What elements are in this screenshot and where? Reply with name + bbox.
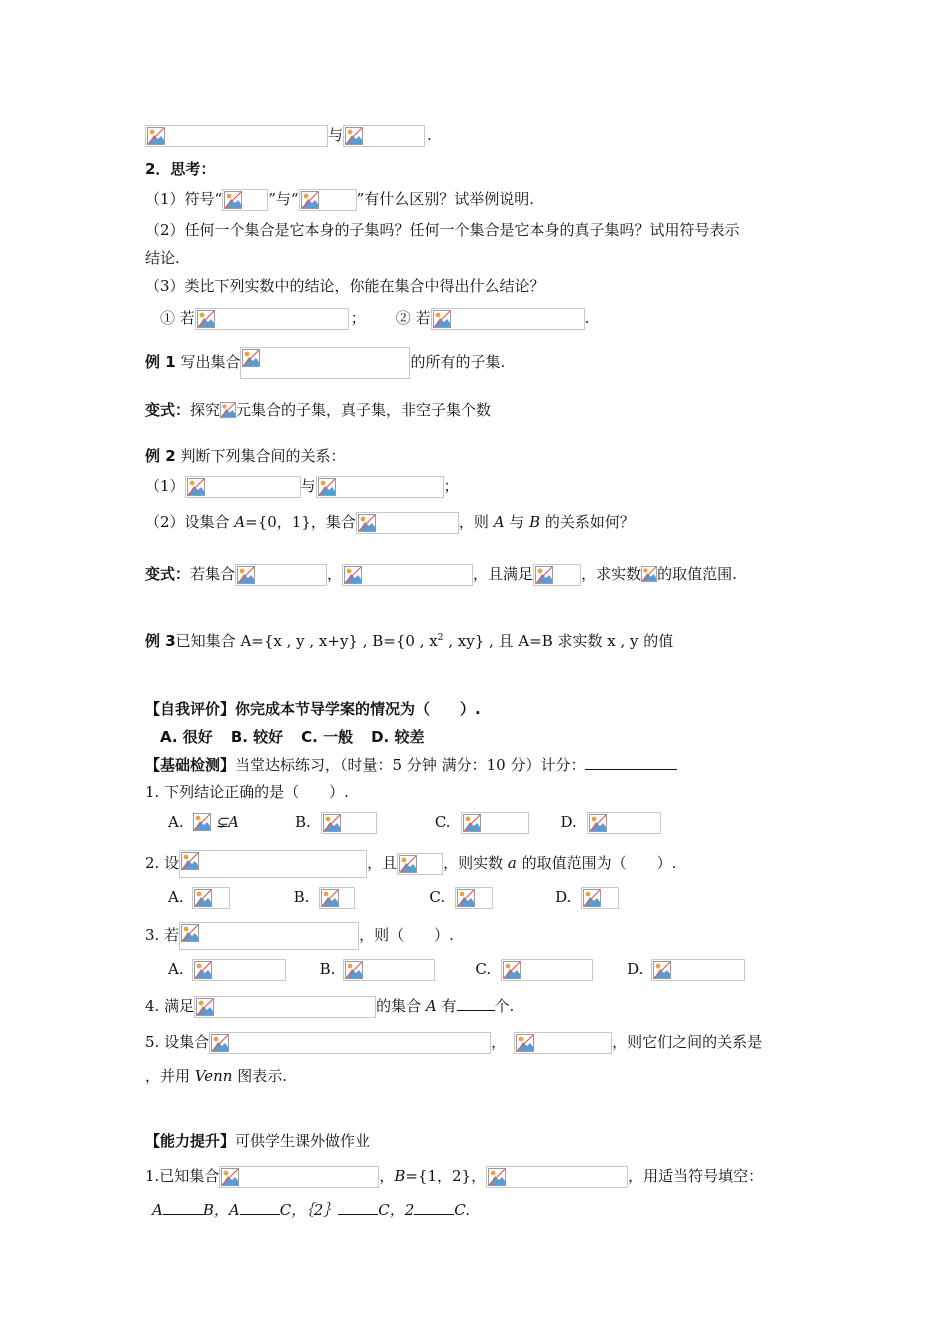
broken-image-icon [358, 514, 376, 532]
question-2: （2）任何一个集合是它本身的子集吗？任何一个集合是它本身的真子集吗？试用符号表示 [145, 221, 740, 239]
broken-image-icon [463, 814, 481, 832]
broken-image-icon [237, 566, 255, 584]
broken-image-icon [194, 889, 212, 907]
formula-image [343, 959, 435, 981]
var: A [152, 1201, 163, 1219]
symbol-image [222, 189, 268, 211]
formula-image [514, 1032, 612, 1054]
text: 5. 设集合 [145, 1033, 210, 1051]
broken-image-icon [457, 889, 475, 907]
text-and: 与 [328, 126, 344, 144]
formula-image [587, 812, 661, 834]
broken-image-icon [221, 1168, 239, 1186]
question-3-items [160, 308, 589, 328]
answer-blank[interactable] [457, 996, 495, 1011]
section-label: 【基础检测】 [145, 756, 236, 774]
option-label: C. [429, 888, 446, 906]
text: ， [327, 565, 343, 583]
text: B， [202, 1201, 229, 1219]
option-label: B. [295, 813, 311, 831]
text: ， [491, 1033, 507, 1051]
var: a [507, 854, 517, 872]
text: ； [443, 477, 459, 495]
text: . [584, 309, 590, 327]
self-evaluation-options [160, 727, 424, 747]
symbol-image [220, 402, 236, 420]
text: ① 若 [160, 309, 195, 327]
formula-image [145, 125, 328, 147]
answer-blank[interactable] [240, 1200, 280, 1215]
example-2-part-1 [145, 476, 459, 496]
text: 的集合 [376, 997, 426, 1015]
formula-image [192, 887, 230, 909]
test-q5 [145, 1032, 762, 1052]
formula-image [581, 887, 619, 909]
formula-image [179, 922, 359, 950]
variant-1 [145, 400, 491, 420]
formula-image [319, 887, 355, 909]
broken-image-icon [323, 814, 341, 832]
broken-image-icon [196, 998, 214, 1016]
broken-image-icon [193, 813, 211, 831]
broken-image-icon [583, 889, 601, 907]
broken-image-icon [224, 191, 242, 209]
option-label: A. [168, 960, 184, 978]
var: B [529, 513, 541, 531]
ability-q1 [145, 1166, 763, 1186]
test-q1-options [168, 812, 661, 832]
example-2 [145, 446, 345, 466]
variant-label: 变式： [145, 401, 191, 419]
formula-image [240, 347, 410, 379]
formula-image [316, 476, 444, 498]
text: 已知集合 A={x , y , x+y} , B={0 , x [175, 632, 438, 650]
option: C. 一般 [301, 728, 354, 746]
broken-image-icon [181, 852, 199, 870]
variant-label: 变式： [145, 565, 191, 583]
test-q3 [145, 922, 454, 942]
text: 当堂达标练习，（时量：5 分钟 满分：10 分）计分： [235, 756, 586, 774]
var: A [425, 997, 437, 1015]
text: 有 [436, 997, 457, 1015]
test-q4 [145, 996, 514, 1016]
question-3: （3）类比下列实数中的结论，你能在集合中得出什么结论？ [145, 277, 545, 295]
broken-image-icon [589, 814, 607, 832]
text: C，｛2｝ [279, 1201, 339, 1219]
text: （1）符号“ [145, 190, 223, 208]
formula-image [486, 1166, 628, 1188]
broken-image-icon [242, 349, 260, 367]
text-period: . [427, 126, 432, 144]
broken-image-icon [433, 310, 451, 328]
broken-image-icon [147, 127, 165, 145]
text: （2）设集合 [145, 513, 235, 531]
text: 的取值范围. [657, 565, 737, 583]
broken-image-icon [220, 402, 236, 418]
text: ，则（ ）. [359, 926, 454, 944]
formula-image [356, 512, 459, 534]
formula-image [192, 812, 216, 834]
var: A [493, 513, 505, 531]
test-q1: 1. 下列结论正确的是（ ）. [145, 783, 349, 801]
var: B [394, 1167, 406, 1185]
option: A. 很好 [160, 728, 213, 746]
option-label: A. [168, 813, 184, 831]
formula-image [651, 959, 745, 981]
text: ，且满足 [473, 565, 534, 583]
score-blank[interactable] [585, 755, 677, 770]
formula-image [192, 959, 286, 981]
basic-test-header [145, 755, 677, 775]
option-label: A. [168, 888, 184, 906]
text: ”与“ [268, 190, 299, 208]
broken-image-icon [318, 478, 336, 496]
text: 判断下列集合间的关系： [175, 447, 346, 465]
self-evaluation: 【自我评价】你完成本节导学案的情况为（ ）. [145, 700, 481, 718]
text: ，并用 [145, 1067, 195, 1085]
formula-image [431, 308, 585, 330]
text: ， [379, 1167, 395, 1185]
formula-image [179, 850, 367, 878]
option-label: B. [293, 888, 310, 906]
broken-image-icon [345, 127, 363, 145]
text: C，2 [378, 1201, 415, 1219]
text: ，则它们之间的关系是 [612, 1033, 763, 1051]
example-label: 例 3 [145, 632, 176, 650]
broken-image-icon [301, 191, 319, 209]
question-1 [145, 189, 534, 209]
section-label: 【能力提升】 [145, 1132, 236, 1150]
text: 图表示. [232, 1067, 287, 1085]
text: 写出集合 [175, 353, 241, 371]
text: 1.已知集合 [145, 1167, 220, 1185]
formula-image [455, 887, 493, 909]
test-q2-options [168, 887, 619, 907]
example-label: 例 2 [145, 447, 176, 465]
symbol-image [641, 566, 657, 584]
answer-blank[interactable] [163, 1200, 203, 1215]
formula-image [219, 1166, 379, 1188]
text: ； [350, 309, 366, 327]
text: C. [454, 1201, 470, 1219]
broken-image-icon [641, 566, 657, 582]
text: 若集合 [190, 565, 236, 583]
broken-image-icon [345, 961, 363, 979]
text: 与 [300, 477, 316, 495]
example-3 [145, 628, 673, 648]
formula-image [501, 959, 593, 981]
option-label: D. [555, 888, 572, 906]
answer-blank[interactable] [338, 1200, 378, 1215]
formula-image [321, 812, 377, 834]
text: （1） [145, 477, 185, 495]
text: 2. 设 [145, 854, 180, 872]
example-1 [145, 347, 506, 371]
formula-image [342, 564, 473, 586]
option: B. 较好 [230, 728, 284, 746]
option-label: D. [560, 813, 577, 831]
broken-image-icon [503, 961, 521, 979]
broken-image-icon [488, 1168, 506, 1186]
broken-image-icon [187, 478, 205, 496]
text: 4. 满足 [145, 997, 195, 1015]
formula-image [397, 853, 443, 875]
text: ② 若 [395, 309, 431, 327]
ability-header [145, 1131, 370, 1151]
formula-image [209, 1032, 491, 1054]
venn-text: Venn [194, 1067, 233, 1085]
text: ，则实数 [443, 854, 508, 872]
test-q2 [145, 850, 676, 870]
ability-q1-blanks [152, 1200, 470, 1220]
text: ，求实数 [581, 565, 642, 583]
formula-image [533, 564, 581, 586]
broken-image-icon [516, 1034, 534, 1052]
broken-image-icon [197, 310, 215, 328]
heading-think: 2．思考： [145, 160, 216, 178]
example-label: 例 1 [145, 353, 176, 371]
formula-image [195, 308, 349, 330]
broken-image-icon [211, 1034, 229, 1052]
option-label: C. [434, 813, 451, 831]
broken-image-icon [194, 961, 212, 979]
text: 个. [494, 997, 515, 1015]
broken-image-icon [181, 924, 199, 942]
question-2-cont: 结论. [145, 249, 180, 267]
text: ={0，1}，集合 [245, 513, 356, 531]
formula-image [461, 812, 529, 834]
text: , xy} , 且 A=B 求实数 x , y 的值 [443, 632, 674, 650]
text: 3. 若 [145, 926, 180, 944]
text: 的所有的子集. [410, 353, 506, 371]
broken-image-icon [399, 855, 417, 873]
text: ，且 [367, 854, 398, 872]
broken-image-icon [344, 566, 362, 584]
text: 元集合的子集，真子集，非空子集个数 [236, 401, 492, 419]
text: ”有什么区别？试举例说明. [356, 190, 535, 208]
superscript: 2 [437, 633, 444, 643]
test-q3-options [168, 959, 745, 979]
text: ，则 [458, 513, 494, 531]
text: 的取值范围为（ ）. [516, 854, 677, 872]
variant-2 [145, 564, 737, 584]
option-label: C. [475, 960, 492, 978]
broken-image-icon [535, 566, 553, 584]
line-formula-compare [145, 125, 432, 145]
broken-image-icon [653, 961, 671, 979]
test-q5-cont [145, 1066, 287, 1086]
formula-image [194, 996, 376, 1018]
broken-image-icon [321, 889, 339, 907]
formula-image [343, 125, 425, 147]
text: 探究 [190, 401, 221, 419]
var: A [228, 1201, 240, 1219]
text: 的关系如何？ [540, 513, 635, 531]
text: ⊊A [215, 813, 240, 831]
option-label: B. [319, 960, 336, 978]
answer-blank[interactable] [414, 1200, 454, 1215]
formula-image [185, 476, 301, 498]
var: A [234, 513, 246, 531]
formula-image [235, 564, 327, 586]
symbol-image [299, 189, 357, 211]
text: 可供学生课外做作业 [235, 1132, 371, 1150]
option: D. 较差 [371, 728, 425, 746]
text: ={1，2}， [405, 1167, 487, 1185]
option-label: D. [627, 960, 644, 978]
text: ，用适当符号填空： [628, 1167, 764, 1185]
example-2-part-2 [145, 512, 635, 532]
text: 与 [504, 513, 530, 531]
